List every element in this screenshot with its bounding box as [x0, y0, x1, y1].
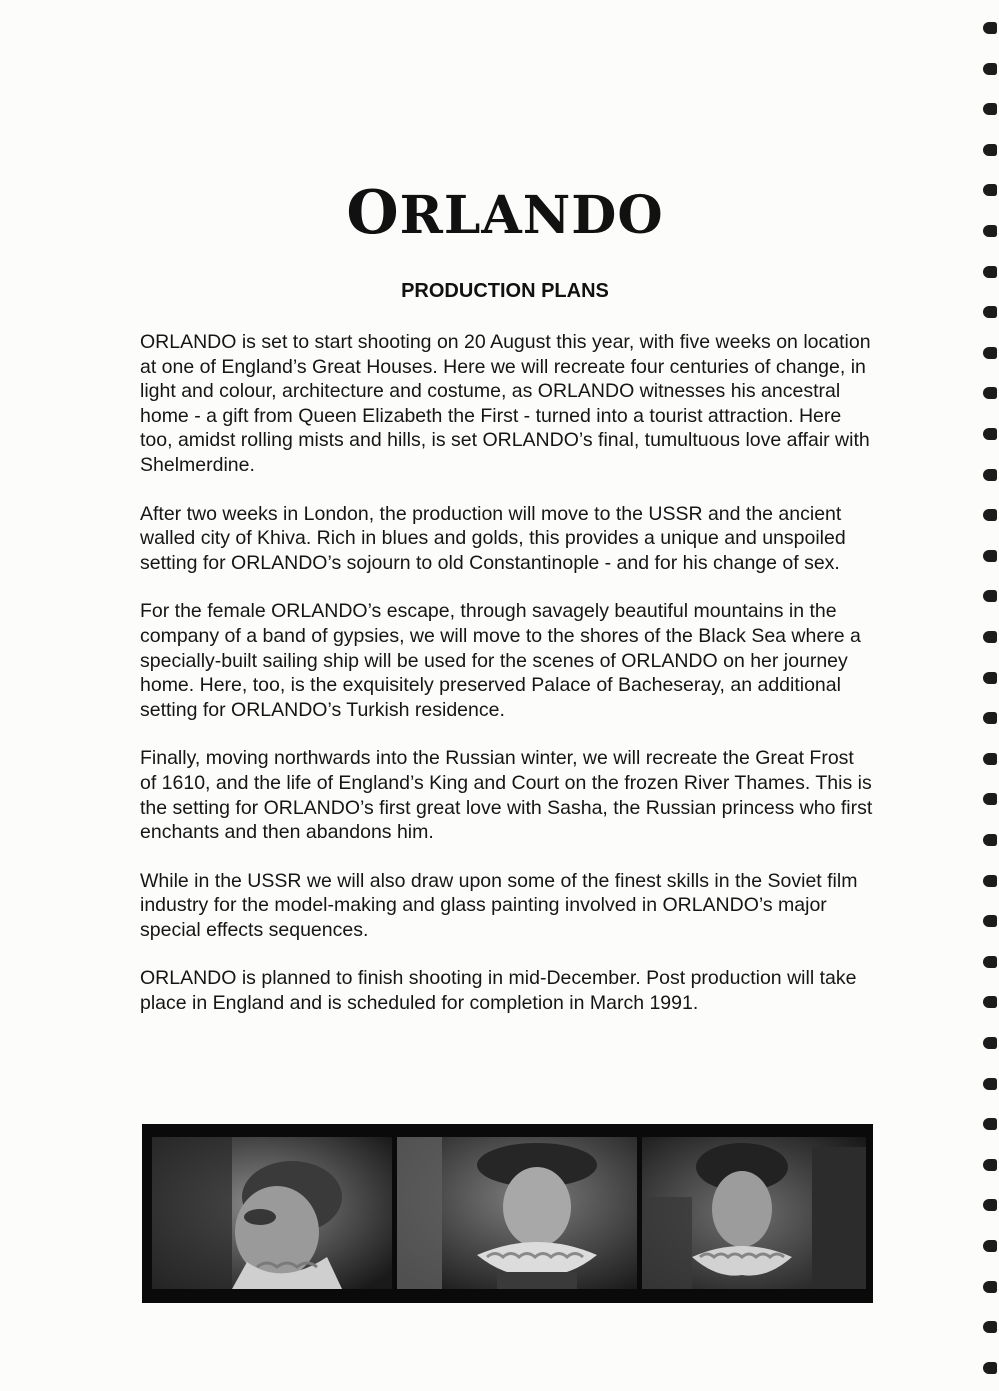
binding-coil — [983, 1078, 997, 1090]
paragraph-2: After two weeks in London, the production will move to the USSR and the ancient walled city of Khiva. Rich in blues and golds, this provides a unique and unspoiled setting for ORLANDO’s sojourn to old Constantinople - and for his change of sex. — [140, 502, 846, 574]
binding-coil — [983, 996, 997, 1008]
binding-coil — [983, 1240, 997, 1252]
binding-coil — [983, 103, 997, 115]
film-still-2 — [397, 1137, 637, 1289]
binding-coil — [983, 306, 997, 318]
binding-coil — [983, 266, 997, 278]
paragraph-3: For the female ORLANDO’s escape, through savagely beautiful mountains in the company of a band of gypsies, we will move to the shores of the Black Sea where a specially-built sailing ship will be used for the scenes of ORLANDO on her journey home. Here, too, is the exquisitely preserved Palace of Bacheseray, an additional setting for ORLANDO’s Turkish residence. — [140, 600, 861, 721]
binding-coil — [983, 509, 997, 521]
binding-coil — [983, 1159, 997, 1171]
film-still-1 — [152, 1137, 392, 1289]
binding-coil — [983, 672, 997, 684]
binding-coil — [983, 753, 997, 765]
binding-coil — [983, 225, 997, 237]
title-initial: O — [346, 178, 400, 248]
binding-coil — [983, 834, 997, 846]
binding-coil — [983, 590, 997, 602]
binding-coil — [983, 550, 997, 562]
binding-coil — [983, 956, 997, 968]
binding-coil — [983, 875, 997, 887]
section-subtitle: PRODUCTION PLANS — [401, 280, 609, 302]
body-text — [140, 330, 875, 1040]
binding-coil — [983, 428, 997, 440]
spiral-binding-icon — [977, 0, 999, 1391]
binding-coil — [983, 347, 997, 359]
binding-coil — [983, 63, 997, 75]
film-still-strip — [142, 1124, 873, 1303]
binding-coil — [983, 184, 997, 196]
binding-coil — [983, 144, 997, 156]
binding-coil — [983, 1281, 997, 1293]
title-rest: RLANDO — [399, 185, 664, 246]
paragraph-5: While in the USSR we will also draw upon some of the finest skills in the Soviet film industry for the model-making and glass painting involved in ORLANDO’s major special effects sequences. — [140, 869, 858, 941]
paragraph-1: ORLANDO is set to start shooting on 20 August this year, with five weeks on location at one of England’s Great Houses. Here we will recreate four centuries of change, in light and colour, architecture and costume, as ORLANDO witnesses his ancestral home - a gift from Queen Elizabeth the First - turned into a tourist attraction. Here too, amidst rolling mists and hills, is set ORLANDO’s final, tumultuous love affair with Shelmerdine. — [140, 331, 871, 476]
binding-coil — [983, 1037, 997, 1049]
binding-coil — [983, 1362, 997, 1374]
binding-coil — [983, 1321, 997, 1333]
binding-coil — [983, 469, 997, 481]
binding-coil — [983, 915, 997, 927]
binding-coil — [983, 793, 997, 805]
binding-coil — [983, 22, 997, 34]
paragraph-4: Finally, moving northwards into the Russian winter, we will recreate the Great Frost of 1610, and the life of England’s King and Court on the frozen River Thames. This is the setting for ORLANDO’s first great love with Sasha, the Russian princess who first enchants and then abandons him. — [140, 747, 873, 844]
binding-coil — [983, 1199, 997, 1211]
binding-coil — [983, 387, 997, 399]
paragraph-6: ORLANDO is planned to finish shooting in mid-December. Post production will take place in England and is scheduled for completion in March 1991. — [140, 967, 857, 1015]
binding-coil — [983, 712, 997, 724]
page-title — [0, 178, 999, 248]
binding-coil — [983, 631, 997, 643]
binding-coil — [983, 1118, 997, 1130]
film-still-3 — [642, 1137, 866, 1289]
